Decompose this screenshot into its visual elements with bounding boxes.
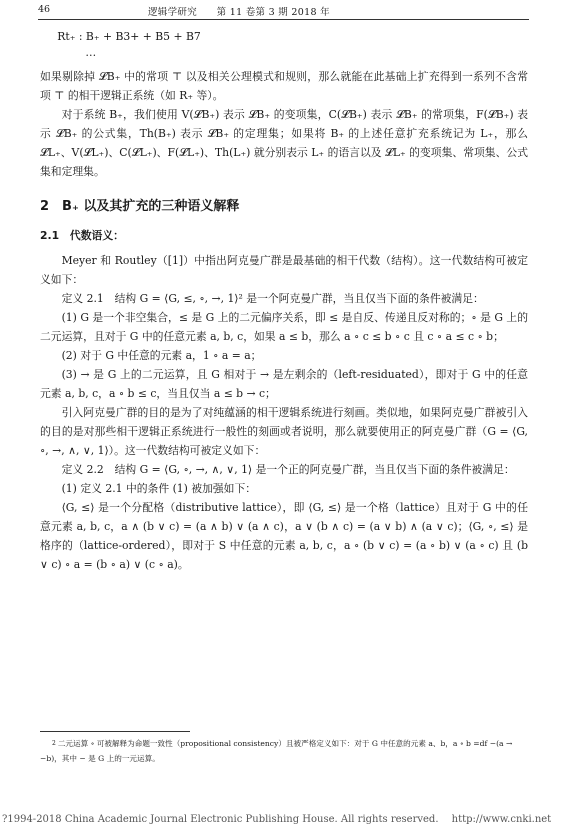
ellipsis: … bbox=[85, 46, 97, 59]
distributive-lattice-clause: ⟨G, ≤⟩ 是一个分配格（distributive lattice），即 ⟨G, ≤⟩ 是一个格（lattice）且对于 G 中的任意元素 a, b, c，a ∧ (b ∨ c) = (a ∧ b) ∨ (a ∧ c)，a ∨ (b ∧ c) = (a ∨ b) ∧ (a ∨ c)；⟨G, ∘, ≤⟩ 是格序的（lattice-ordered），即对于 S 中任意的元素 a, b, c，a ∘ (b ∨ c) = (a ∘ b) ∨ (a ∘ c) 且 (b ∨ c) ∘ a = (b ∘ a) ∨ (c ∘ a)。 bbox=[40, 501, 528, 571]
footnote-marker: 2 bbox=[52, 740, 56, 747]
condition-1: (1) G 是一个非空集合，≤ 是 G 上的二元偏序关系，即 ≤ 是自反、传递且反对称的；∘ 是 G 上的二元运算，且对于 G 中的任意元素 a, b, c，如果 a ≤ b，那么 a ∘ c ≤ b ∘ c 且 c ∘ a ≤ c ∘ b； bbox=[40, 311, 528, 343]
footnote-text: 二元运算 ∘ 可被解释为命题一致性（propositional consistency）且被严格定义如下：对于 G 中任意的元素 a、b，a ∘ b =df −(a → −b)，其中 − 是 G 上的一元运算。 bbox=[40, 739, 513, 763]
page-number: 46 bbox=[38, 4, 51, 15]
footnote-rule bbox=[40, 731, 190, 732]
paragraph-notation: 对于系统 B₊，我们使用 V(𝓛B₊) 表示 𝓛B₊ 的变项集，C(𝓛B₊) 表示 𝓛B₊ 的常项集，F(𝓛B₊) 表示 𝓛B₊ 的公式集，Th(B₊) 表示 𝓛B₊ 的定理集；如果将 B₊ 的上述任意扩充系统记为 L₊，那么 𝓛L₊、V(𝓛L₊)、C(𝓛L₊)、F(𝓛L₊)、Th(L₊) 就分别表示 L₊ 的语言以及 𝓛L₊ 的变项集、常项集、公式集和定理集。 bbox=[40, 108, 528, 178]
paragraph-remove-top: 如果剔除掉 𝓛B₊ 中的常项 ⊤ 以及相关公理模式和规则，那么就能在此基础上扩充得到一系列不含常项 ⊤ 的相干逻辑正系统（如 R₊ 等）。 bbox=[40, 70, 528, 102]
paragraph-positive-groupoid: 引入阿克曼广群的目的是为了对纯蕴涵的相干逻辑系统进行刻画。类似地，如果阿克曼广群被引入的目的是对那些相干逻辑正系统进行一般性的刻画或者说明，那么就要使用正的阿克曼广群（G = ⟨G, ∘, →, ∧, ∨, 1⟩）。这一代数结构可被定义如下： bbox=[40, 406, 528, 457]
definition-2-2: 定义 2.2 结构 G = ⟨G, ∘, →, ∧, ∨, 1⟩ 是一个正的阿克曼广群，当且仅当下面的条件被满足： bbox=[61, 463, 515, 476]
page-body bbox=[40, 27, 528, 574]
footnote bbox=[40, 736, 528, 766]
definition-2-2-condition-1: (1) 定义 2.1 中的条件 (1) 被加强如下： bbox=[61, 482, 257, 495]
journal-title: 逻辑学研究 第 11 卷第 3 期 2018 年 bbox=[148, 7, 330, 18]
section-heading: 2 B₊ 以及其扩充的三种语义解释 bbox=[40, 199, 240, 214]
subsection-heading: 2.1 代数语义： bbox=[40, 229, 124, 242]
system-definition-line: Rt₊ : B₊ + B3+ + B5 + B7 bbox=[57, 30, 201, 43]
running-header bbox=[38, 4, 529, 18]
condition-3: (3) → 是 G 上的二元运算，且 G 相对于 → 是左剩余的（left-residuated），即对于 G 中的任意元素 a, b, c，a ∘ b ≤ c，当且仅当 a ≤ b → c； bbox=[40, 368, 528, 400]
copyright-footer: ?1994-2018 China Academic Journal Electronic Publishing House. All rights reserved. http://www.cnki.net bbox=[2, 814, 552, 825]
header-rule bbox=[38, 19, 529, 20]
condition-2: (2) 对于 G 中任意的元素 a，1 ∘ a = a； bbox=[61, 349, 262, 362]
definition-2-1: 定义 2.1 结构 G = ⟨G, ≤, ∘, →, 1⟩² 是一个阿克曼广群，当且仅当下面的条件被满足： bbox=[61, 292, 484, 305]
paragraph-meyer-routley: Meyer 和 Routley（[1]）中指出阿克曼广群是最基础的相干代数（结构）。这一代数结构可被定义如下： bbox=[40, 254, 528, 286]
